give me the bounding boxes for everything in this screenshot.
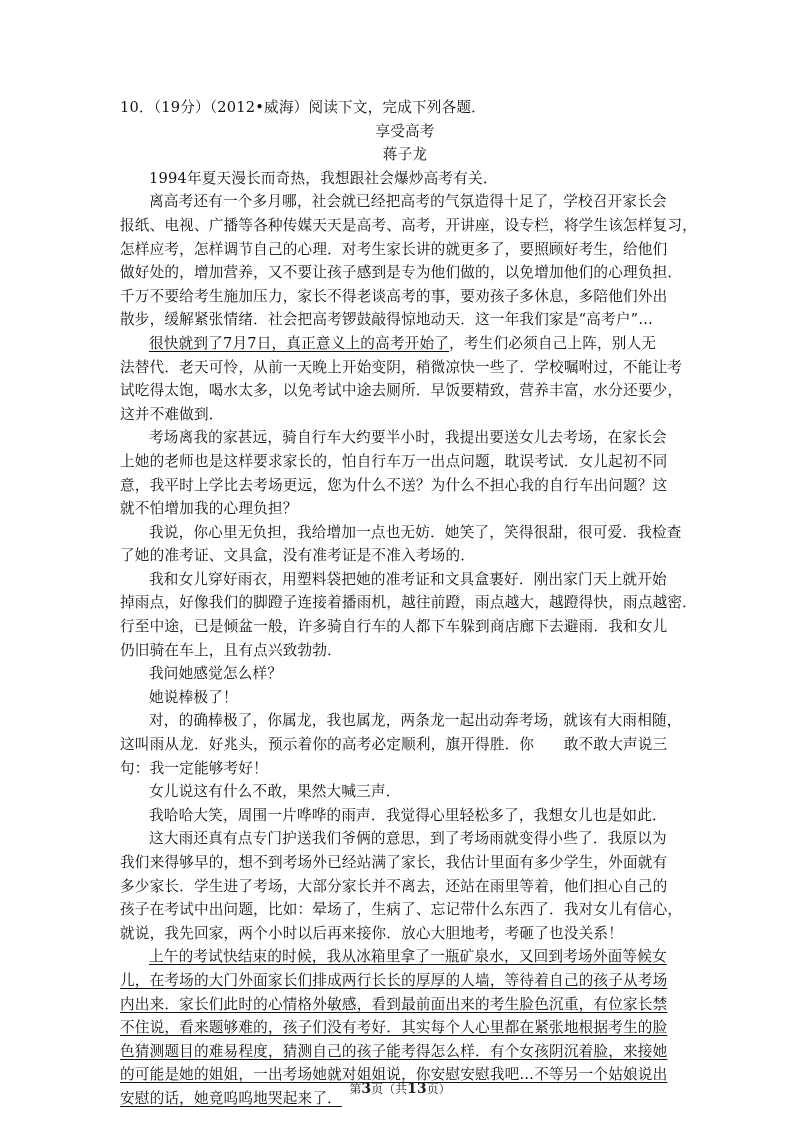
text-line: 我们来得够早的，想不到考场外已经站满了家长，我估计里面有多少学生，外面就有 — [120, 854, 668, 871]
text-line: 意，我平时上学比去考场更远，您为什么不送？为什么不担心我的自行车出问题？这 — [120, 476, 668, 494]
text-line: 了她的准考证、文具盒，没有准考证是不准入考场的． — [120, 547, 476, 565]
text-line: 千万不要给考生施加压力，家长不得老谈高考的事，要劝孩子多休息，多陪他们外出 — [120, 287, 668, 305]
text-line: 我问她感觉怎么样？ — [149, 665, 283, 683]
text-line: 1994年夏天漫长而奇热，我想跟社会爆炒高考有关． — [149, 169, 498, 187]
text-line: 句：我一定能够考好！ — [120, 759, 268, 777]
text-line: 对，的确棒极了，你属龙，我也属龙，两条龙一起出动奔考场，就该有大雨相随， — [149, 712, 682, 730]
text-line: 报纸、电视、广播等各种传媒天天是高考、高考，开讲座，设专栏，将学生该怎样复习， — [120, 216, 697, 234]
page-number: 3 — [361, 1081, 372, 1097]
text-line: 多少家长．学生进了考场，大部分家长并不离去，还站在雨里等着，他们担心自己的 — [120, 877, 668, 895]
text-line: 怎样应考，怎样调节自己的心理．对考生家长讲的就更多了，要照顾好考生，给他们 — [120, 240, 668, 258]
page-footer: 第3页（共13页） — [349, 1081, 451, 1097]
text-line: 我哈哈大笑，周围一片哗哗的雨声．我觉得心里轻松多了，我想女儿也是如此． — [149, 806, 667, 824]
text-line: 仍旧骑在车上，且有点兴致勃勃． — [120, 641, 342, 659]
text-line: 的可能是她的姐姐，一出考场她就对姐姐说，你安慰安慰我吧…不等另一个姑娘说出 — [120, 1066, 668, 1084]
text-line: 孩子在考试中出问题，比如：晕场了，生病了、忘记带什么东西了．我对女儿有信心， — [120, 901, 683, 919]
text-line: 考场离我的家甚远，骑自行车大约要半小时，我提出要送女儿去考场，在家长会 — [149, 429, 667, 447]
text-line: 就不怕增加我的心理负担？ — [120, 500, 298, 518]
text-line: 做好处的，增加营养，又不要让孩子感到是专为他们做的，以免增加他们的心理负担． — [120, 264, 683, 282]
text-line: 上她的老师也是这样要求家长的，怕自行车万一出点问题，耽误考试．女儿起初不同 — [120, 452, 668, 470]
text-line: 这并不难做到． — [120, 405, 224, 423]
text-line: 就说，我先回家，两个小时以后再来接你．放心大胆地考，考砸了也没关系！ — [120, 924, 623, 942]
text-line: 她说棒极了！ — [149, 688, 238, 706]
text-line: 上午的考试快结束的时候，我从冰箱里拿了一瓶矿泉水，又回到考场外面等候女 — [149, 948, 667, 966]
article-author: 蒋子龙 — [382, 146, 428, 164]
text-line: 离高考还有一个多月哪，社会就已经把高考的气氛造得十足了，学校召开家长会 — [149, 193, 667, 211]
text-line: 这叫雨从龙．好兆头，预示着你的高考必定顺利，旗开得胜．你 敢不敢大声说三 — [120, 736, 668, 754]
document-body — [120, 96, 697, 1111]
text-line: 不住说，看来题够难的，孩子们没有考好．其实每个人心里都在紧张地根据考生的脸 — [120, 1019, 668, 1037]
text-line: 很快就到了7月7日，真正意义上的高考开始了，考生们必须自己上阵，别人无 — [149, 334, 657, 352]
text-line: 色猜测题目的难易程度，猜测自己的孩子能考得怎么样．有个女孩阴沉着脸，来接她 — [120, 1042, 668, 1060]
text-line: 我说，你心里无负担，我给增加一点也无妨．她笑了，笑得很甜，很可爱．我检查 — [149, 523, 682, 541]
article-text — [120, 167, 697, 1111]
text-line: 儿，在考场的大门外面家长们排成两行长长的厚厚的人墙，等待着自己的孩子从考场 — [120, 971, 668, 989]
question-header: 10．（19分）（2012•威海）阅读下文，完成下列各题． — [120, 99, 486, 116]
text-line: 我和女儿穿好雨衣，用塑料袋把她的准考证和文具盒裹好．刚出家门天上就开始 — [149, 570, 667, 588]
text-line: 内出来．家长们此时的心情格外敏感，看到最前面出来的考生脸色沉重，有位家长禁 — [120, 995, 668, 1013]
text-line: 安慰的话，她竟呜呜地哭起来了． — [120, 1089, 342, 1107]
text-line: 散步，缓解紧张情绪．社会把高考锣鼓敲得惊地动天．这一年我们家是“高考户”… — [120, 311, 654, 329]
article-title: 享受高考 — [375, 122, 435, 140]
text-line: 法替代．老天可怜，从前一天晚上开始变阴，稍微凉快一些了．学校嘱咐过，不能让考 — [120, 358, 683, 376]
page-total: 13 — [407, 1081, 427, 1097]
text-line: 试吃得太饱，喝水太多，以免考试中途去厕所．早饭要精致，营养丰富，水分还要少， — [120, 382, 683, 400]
text-line: 掉雨点，好像我们的脚蹬子连接着播雨机，越往前蹬，雨点越大，越蹬得快，雨点越密． — [120, 594, 697, 612]
text-line: 这大雨还真有点专门护送我们爷俩的意思，到了考场雨就变得小些了．我原以为 — [149, 830, 667, 848]
text-line: 女儿说这有什么不敢，果然大喊三声． — [149, 783, 401, 801]
text-line: 行至中途，已是倾盆一般，许多骑自行车的人都下车躲到商店廊下去避雨．我和女儿 — [120, 618, 668, 636]
